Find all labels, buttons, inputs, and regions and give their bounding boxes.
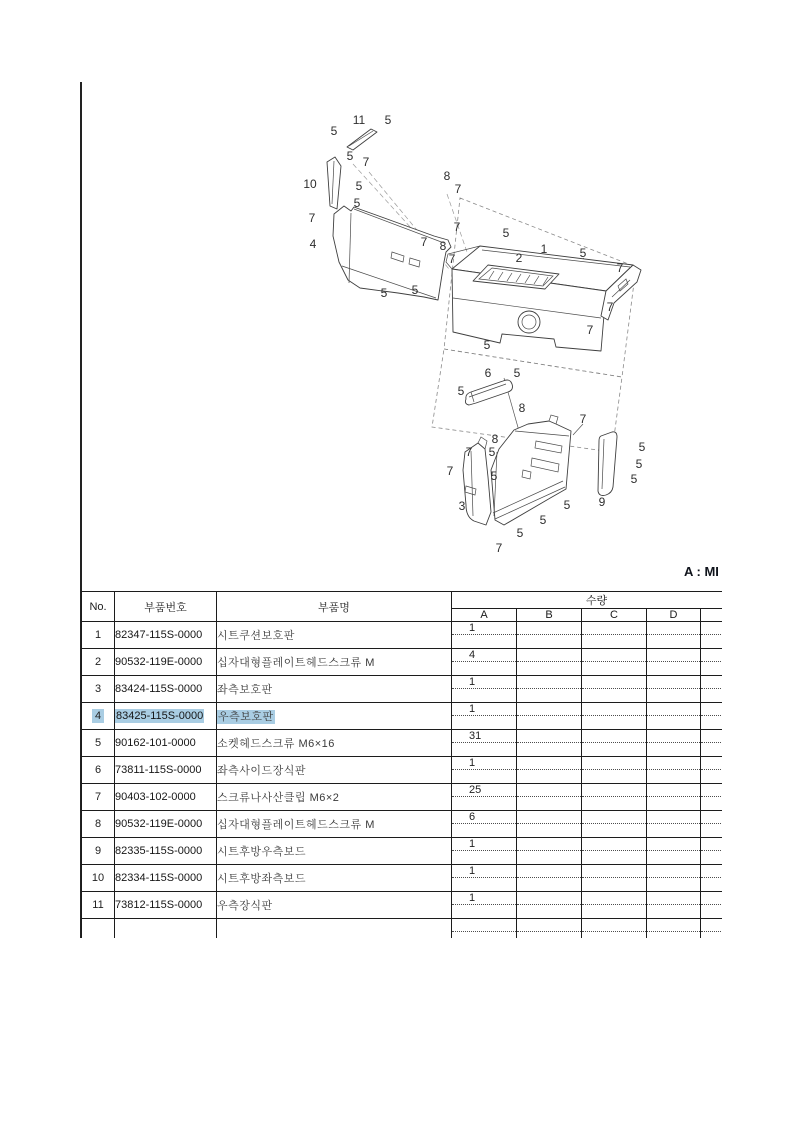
qty-cell [582, 730, 647, 757]
row-no-cell-text: 5 [94, 737, 102, 749]
header-no: No. [82, 592, 115, 622]
part-11-strip [347, 129, 377, 150]
callout-number: 5 [330, 124, 338, 138]
callout-number: 8 [518, 401, 526, 415]
part-name-cell [217, 865, 452, 892]
qty-value [582, 919, 646, 932]
qty-cell [517, 757, 582, 784]
part-name-cell-text: 우측보호판 [218, 711, 274, 723]
row-no-cell-text: 10 [91, 872, 105, 884]
lower-main-panel [488, 415, 571, 525]
qty-value: 1 [452, 892, 516, 905]
table-row [82, 811, 723, 838]
qty-cell [647, 649, 701, 676]
qty-cell [647, 784, 701, 811]
qty-value [582, 730, 646, 743]
qty-cell [452, 865, 517, 892]
header-qty-col-d: D [647, 609, 701, 622]
part-number-cell-text: 90403-102-0000 [115, 791, 196, 803]
qty-value: 1 [452, 865, 516, 878]
callout-number: 7 [495, 541, 503, 555]
table-row [82, 649, 723, 676]
qty-value [517, 703, 581, 716]
qty-value [582, 649, 646, 662]
qty-value: 1 [452, 676, 516, 689]
qty-cell [582, 757, 647, 784]
callout-number: 5 [516, 526, 524, 540]
qty-value: 1 [452, 622, 516, 635]
part-number-cell-text: 73812-115S-0000 [115, 899, 203, 911]
qty-cell [582, 622, 647, 649]
qty-cell [701, 892, 723, 919]
qty-cell [701, 865, 723, 892]
qty-value: 1 [452, 703, 516, 716]
qty-value [517, 838, 581, 851]
callout-number: 8 [443, 169, 451, 183]
qty-cell [517, 649, 582, 676]
header-qty-col-c: C [582, 609, 647, 622]
row-no-cell [82, 757, 115, 784]
qty-cell [517, 811, 582, 838]
qty-value [517, 676, 581, 689]
callout-number: 7 [606, 300, 614, 314]
qty-cell [517, 622, 582, 649]
table-row [82, 676, 723, 703]
qty-value [582, 622, 646, 635]
table-row [82, 703, 723, 730]
qty-value [647, 730, 700, 743]
qty-cell [582, 703, 647, 730]
qty-value [647, 811, 700, 824]
qty-value [517, 757, 581, 770]
part-name-cell-text: 우측장식판 [217, 900, 273, 912]
qty-cell [452, 838, 517, 865]
qty-value [701, 649, 722, 662]
part-number-cell [115, 811, 217, 838]
callout-number: 5 [635, 457, 643, 471]
callout-number: 7 [586, 323, 594, 337]
table-row [82, 622, 723, 649]
callout-number: 6 [484, 366, 492, 380]
variant-note: A : MI [684, 564, 719, 579]
callout-number: 5 [539, 513, 547, 527]
part-number-cell [115, 892, 217, 919]
qty-value [517, 919, 581, 932]
part-name-cell-text: 소켓헤드스크류 M6×16 [217, 738, 335, 750]
table-row [82, 730, 723, 757]
qty-cell [452, 649, 517, 676]
qty-cell [582, 838, 647, 865]
row-no-cell [82, 838, 115, 865]
row-no-cell-text: 9 [94, 845, 102, 857]
qty-value [582, 784, 646, 797]
part-number-cell-text: 90162-101-0000 [115, 737, 196, 749]
qty-value [582, 676, 646, 689]
part-1-main-assembly [446, 246, 641, 351]
qty-value [517, 865, 581, 878]
qty-value [582, 811, 646, 824]
qty-value [582, 703, 646, 716]
part-number-cell-text: 82347-115S-0000 [115, 629, 203, 641]
part-name-cell-text: 좌측보호판 [217, 684, 273, 696]
callout-number: 11 [352, 113, 366, 127]
part-number-cell-text: 82335-115S-0000 [115, 845, 203, 857]
qty-value [517, 892, 581, 905]
callout-number: 5 [384, 113, 392, 127]
callout-number: 5 [488, 445, 496, 459]
qty-value [517, 784, 581, 797]
row-no-cell-text: 6 [94, 764, 102, 776]
part-name-cell [217, 811, 452, 838]
callout-number: 5 [353, 196, 361, 210]
row-no-cell-text: 7 [94, 791, 102, 803]
qty-cell [701, 676, 723, 703]
row-no-cell-text: 11 [92, 899, 104, 911]
qty-value [517, 649, 581, 662]
part-6-panel [465, 380, 512, 405]
table-row [82, 919, 723, 939]
part-number-cell [115, 865, 217, 892]
qty-cell [517, 838, 582, 865]
part-number-cell [115, 838, 217, 865]
parts-table [81, 591, 722, 938]
qty-value [701, 811, 722, 824]
row-no-cell [82, 649, 115, 676]
qty-value: 25 [452, 784, 516, 797]
qty-cell [701, 838, 723, 865]
qty-cell [647, 703, 701, 730]
table-row [82, 757, 723, 784]
part-4-left-panel [333, 206, 451, 300]
qty-value [701, 892, 722, 905]
qty-value [582, 865, 646, 878]
callout-number: 4 [309, 237, 317, 251]
qty-value [701, 757, 722, 770]
qty-value: 4 [452, 649, 516, 662]
qty-cell [452, 892, 517, 919]
callout-number: 3 [458, 499, 466, 513]
qty-cell [647, 730, 701, 757]
qty-cell [452, 811, 517, 838]
qty-cell [647, 676, 701, 703]
callout-number: 5 [490, 469, 498, 483]
part-number-cell [115, 784, 217, 811]
part-number-cell [115, 622, 217, 649]
qty-cell [582, 919, 647, 939]
table-row [82, 838, 723, 865]
qty-cell [517, 676, 582, 703]
callout-number: 8 [439, 239, 447, 253]
callout-number: 5 [563, 498, 571, 512]
part-number-cell [115, 919, 217, 939]
qty-cell [701, 757, 723, 784]
qty-value [647, 784, 700, 797]
row-no-cell-text: 1 [94, 629, 102, 641]
table-row [82, 784, 723, 811]
qty-cell [701, 811, 723, 838]
table-row [82, 892, 723, 919]
qty-cell [452, 757, 517, 784]
table-row [82, 865, 723, 892]
qty-cell [647, 892, 701, 919]
qty-cell [582, 784, 647, 811]
part-number-cell [115, 730, 217, 757]
qty-cell [452, 622, 517, 649]
row-no-cell [82, 865, 115, 892]
qty-value [647, 649, 700, 662]
qty-cell [582, 649, 647, 676]
qty-value [647, 865, 700, 878]
callout-number: 2 [515, 251, 523, 265]
header-qty-col-b: B [517, 609, 582, 622]
row-no-cell-text: 3 [94, 683, 102, 695]
part-name-cell-text: 스크류나사산클립 M6×2 [217, 792, 340, 804]
part-name-cell-text: 십자대형플레이트헤드스크류 M [217, 819, 375, 831]
qty-value [701, 676, 722, 689]
part-number-cell [115, 676, 217, 703]
part-name-cell [217, 757, 452, 784]
callout-number: 5 [579, 246, 587, 260]
qty-cell [647, 838, 701, 865]
part-name-cell [217, 838, 452, 865]
callout-number: 7 [579, 412, 587, 426]
row-no-cell-text: 2 [94, 656, 102, 668]
qty-value: 31 [452, 730, 516, 743]
qty-cell [582, 811, 647, 838]
qty-value [582, 757, 646, 770]
qty-cell [701, 622, 723, 649]
qty-value [701, 838, 722, 851]
qty-value: 6 [452, 811, 516, 824]
qty-cell [701, 649, 723, 676]
qty-cell [647, 622, 701, 649]
qty-value [647, 622, 700, 635]
part-name-cell-text: 시트후방좌측보드 [217, 873, 307, 885]
qty-cell [701, 703, 723, 730]
part-9-strip [598, 432, 617, 496]
callout-number: 7 [616, 261, 624, 275]
qty-value [647, 703, 700, 716]
part-number-cell-text: 90532-119E-0000 [115, 818, 203, 830]
qty-value [582, 892, 646, 905]
qty-cell [517, 784, 582, 811]
qty-value [647, 892, 700, 905]
qty-cell [452, 919, 517, 939]
qty-cell [647, 919, 701, 939]
part-name-cell [217, 730, 452, 757]
part-name-cell [217, 892, 452, 919]
qty-value [701, 622, 722, 635]
callout-number: 5 [502, 226, 510, 240]
part-name-cell [217, 919, 452, 939]
qty-cell [452, 676, 517, 703]
qty-cell [647, 811, 701, 838]
qty-cell [582, 676, 647, 703]
row-no-cell [82, 892, 115, 919]
qty-value: 1 [452, 757, 516, 770]
part-number-cell-text: 83424-115S-0000 [115, 683, 203, 695]
callout-number: 7 [453, 220, 461, 234]
qty-cell [452, 784, 517, 811]
part-number-cell [115, 757, 217, 784]
header-qty-col-e [701, 609, 723, 622]
parts-table-region [81, 591, 722, 938]
qty-cell [517, 703, 582, 730]
header-part-number: 부품번호 [115, 592, 217, 622]
qty-value [701, 784, 722, 797]
row-no-cell-text: 4 [92, 709, 104, 723]
callout-number: 5 [513, 366, 521, 380]
qty-cell [452, 730, 517, 757]
qty-value [701, 865, 722, 878]
qty-value [701, 919, 722, 932]
qty-cell [452, 703, 517, 730]
qty-value [647, 757, 700, 770]
callout-number: 7 [465, 445, 473, 459]
part-number-cell-text: 90532-119E-0000 [115, 656, 203, 668]
part-number-cell-text: 73811-115S-0000 [115, 764, 202, 776]
part-name-cell [217, 784, 452, 811]
header-qty-col-a: A [452, 609, 517, 622]
callout-number: 5 [380, 286, 388, 300]
callout-number: 7 [420, 235, 428, 249]
qty-cell [517, 730, 582, 757]
row-no-cell [82, 676, 115, 703]
callout-number: 5 [355, 179, 363, 193]
qty-cell [701, 919, 723, 939]
callout-number: 10 [303, 177, 317, 191]
qty-cell [517, 919, 582, 939]
qty-cell [517, 865, 582, 892]
row-no-cell [82, 919, 115, 939]
qty-cell [701, 730, 723, 757]
qty-cell [582, 865, 647, 892]
row-no-cell [82, 730, 115, 757]
callout-number: 7 [448, 252, 456, 266]
part-name-cell [217, 649, 452, 676]
qty-value [647, 919, 700, 932]
part-name-cell-text: 시트쿠션보호판 [217, 630, 295, 642]
row-no-cell-text: 8 [94, 818, 102, 830]
callout-number: 5 [630, 472, 638, 486]
part-name-cell [217, 676, 452, 703]
part-number-cell [115, 649, 217, 676]
qty-cell [647, 865, 701, 892]
part-number-cell-text: 83425-115S-0000 [116, 710, 204, 722]
part-name-cell-text: 십자대형플레이트헤드스크류 M [217, 657, 375, 669]
part-name-cell-text: 시트후방우측보드 [217, 846, 307, 858]
part-10-strip [327, 157, 341, 209]
callout-number: 7 [362, 155, 370, 169]
qty-cell [582, 892, 647, 919]
qty-value [701, 730, 722, 743]
callout-number: 5 [638, 440, 646, 454]
header-part-name: 부품명 [217, 592, 452, 622]
part-number-cell-text: 82334-115S-0000 [115, 872, 203, 884]
qty-value [517, 811, 581, 824]
qty-value [582, 838, 646, 851]
row-no-cell [82, 784, 115, 811]
callout-number: 7 [446, 464, 454, 478]
header-quantity: 수량 [452, 592, 723, 609]
part-number-cell [115, 703, 217, 730]
callout-number: 5 [411, 283, 419, 297]
qty-cell [701, 784, 723, 811]
callout-number: 5 [346, 149, 354, 163]
qty-value [452, 919, 516, 932]
qty-value [517, 730, 581, 743]
part-name-cell [217, 622, 452, 649]
qty-value [647, 676, 700, 689]
part-name-cell-text: 좌측사이드장식판 [217, 765, 307, 777]
callout-number: 1 [540, 242, 548, 256]
row-no-cell [82, 811, 115, 838]
callout-number: 5 [457, 384, 465, 398]
callout-number: 9 [598, 495, 606, 509]
row-no-cell [82, 622, 115, 649]
qty-value [701, 703, 722, 716]
qty-value: 1 [452, 838, 516, 851]
callout-number: 7 [454, 182, 462, 196]
part-name-cell [217, 703, 452, 730]
qty-value [647, 838, 700, 851]
callout-number: 8 [491, 432, 499, 446]
qty-cell [647, 757, 701, 784]
callout-number: 5 [483, 338, 491, 352]
callout-number: 7 [308, 211, 316, 225]
qty-cell [517, 892, 582, 919]
row-no-cell [82, 703, 115, 730]
qty-value [517, 622, 581, 635]
